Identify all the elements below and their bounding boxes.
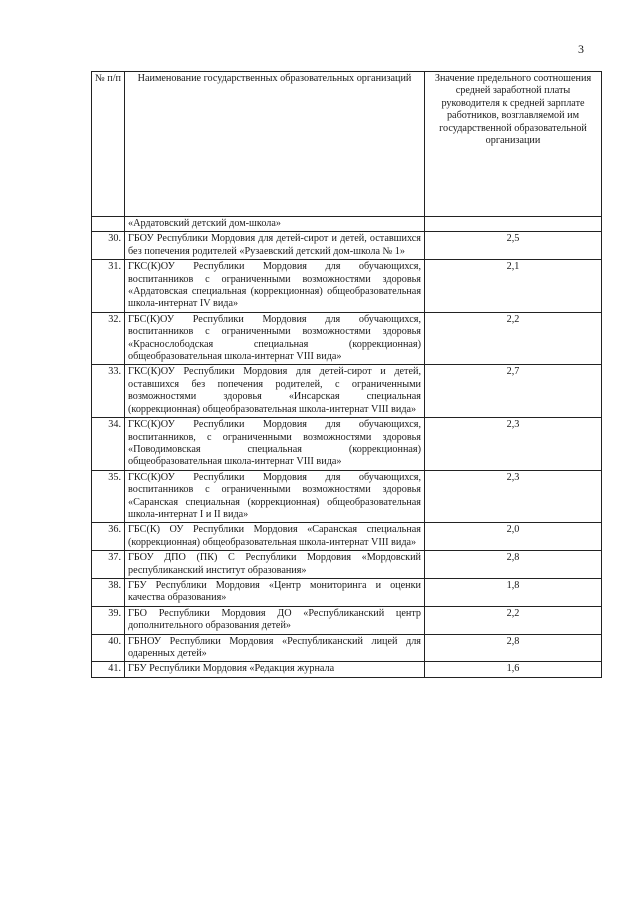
row-ratio-value: 1,8 (425, 578, 602, 606)
row-ratio-value: 2,2 (425, 312, 602, 365)
continuation-value (425, 217, 602, 232)
row-number: 37. (92, 551, 125, 579)
header-name: Наименование государственных образовательных организаций (125, 72, 425, 217)
row-organization-name: ГБОУ Республики Мордовия для детей-сирот и детей, оставшихся без попечения родителей «Рузаевский детский дом-школа № 1» (125, 232, 425, 260)
row-organization-name: ГБУ Республики Мордовия «Центр мониторинга и оценки качества образования» (125, 578, 425, 606)
row-ratio-value: 2,7 (425, 365, 602, 418)
row-ratio-value: 2,3 (425, 418, 602, 471)
row-organization-name: ГБНОУ Республики Мордовия «Республиканский лицей для одаренных детей» (125, 634, 425, 662)
row-number: 40. (92, 634, 125, 662)
row-ratio-value: 2,3 (425, 470, 602, 523)
row-organization-name: ГКС(К)ОУ Республики Мордовия для обучающихся, воспитанников, с ограниченными возможностями здоровья «Поводимовская специальная (коррекционная) общеобразовательная школа-интернат VIII вида» (125, 418, 425, 471)
table-row (92, 523, 602, 551)
header-number: № п/п (92, 72, 125, 217)
row-organization-name: ГКС(К)ОУ Республики Мордовия для детей-сирот и детей, оставшихся без попечения родителей, с ограниченными возможностями здоровья «Инсарская специальная (коррекционная) общеобразовательная школа-интернат VIII вида» (125, 365, 425, 418)
organizations-table (91, 71, 602, 678)
row-number: 33. (92, 365, 125, 418)
row-organization-name: ГКС(К)ОУ Республики Мордовия для обучающихся, воспитанников с ограниченными возможностями здоровья «Ардатовская специальная (коррекционная) общеобразовательная школа-интернат IV вида» (125, 260, 425, 313)
row-organization-name: ГКС(К)ОУ Республики Мордовия для обучающихся, воспитанников с ограниченными возможностями здоровья «Саранская специальная (коррекционная) общеобразовательная школа-интернат I и II вида» (125, 470, 425, 523)
row-number: 32. (92, 312, 125, 365)
row-ratio-value: 2,1 (425, 260, 602, 313)
row-number: 41. (92, 662, 125, 677)
table-row (92, 232, 602, 260)
row-number: 35. (92, 470, 125, 523)
row-ratio-value: 1,6 (425, 662, 602, 677)
row-organization-name: ГБОУ ДПО (ПК) С Республики Мордовия «Мордовский республиканский институт образования» (125, 551, 425, 579)
row-organization-name: ГБС(К)ОУ Республики Мордовия для обучающихся, воспитанников с ограниченными возможностями здоровья «Краснослободская специальная (коррекционная) общеобразовательная школа-интернат VIII вида» (125, 312, 425, 365)
row-number: 31. (92, 260, 125, 313)
continuation-name: «Ардатовский детский дом-школа» (125, 217, 425, 232)
row-organization-name: ГБС(К) ОУ Республики Мордовия «Саранская специальная (коррекционная) общеобразовательная школа-интернат VIII вида» (125, 523, 425, 551)
table-header-row (92, 72, 602, 217)
table-row (92, 578, 602, 606)
row-ratio-value: 2,2 (425, 606, 602, 634)
table-row (92, 312, 602, 365)
row-number: 39. (92, 606, 125, 634)
table-row (92, 470, 602, 523)
row-number: 38. (92, 578, 125, 606)
row-number: 36. (92, 523, 125, 551)
row-organization-name: ГБУ Республики Мордовия «Редакция журнала (125, 662, 425, 677)
row-ratio-value: 2,0 (425, 523, 602, 551)
row-ratio-value: 2,8 (425, 634, 602, 662)
continuation-number (92, 217, 125, 232)
table-row (92, 418, 602, 471)
continuation-row (92, 217, 602, 232)
row-number: 34. (92, 418, 125, 471)
table-row (92, 260, 602, 313)
table-row (92, 551, 602, 579)
table-row (92, 634, 602, 662)
row-ratio-value: 2,8 (425, 551, 602, 579)
row-ratio-value: 2,5 (425, 232, 602, 260)
page-number: 3 (578, 42, 584, 56)
row-organization-name: ГБО Республики Мордовия ДО «Республиканский центр дополнительного образования детей» (125, 606, 425, 634)
table-row (92, 606, 602, 634)
table-row (92, 662, 602, 677)
header-value: Значение предельного соотношения средней заработной платы руководителя к средней зарплате работников, возглавляемой им государственной образовательной организации (425, 72, 602, 217)
table-row (92, 365, 602, 418)
row-number: 30. (92, 232, 125, 260)
